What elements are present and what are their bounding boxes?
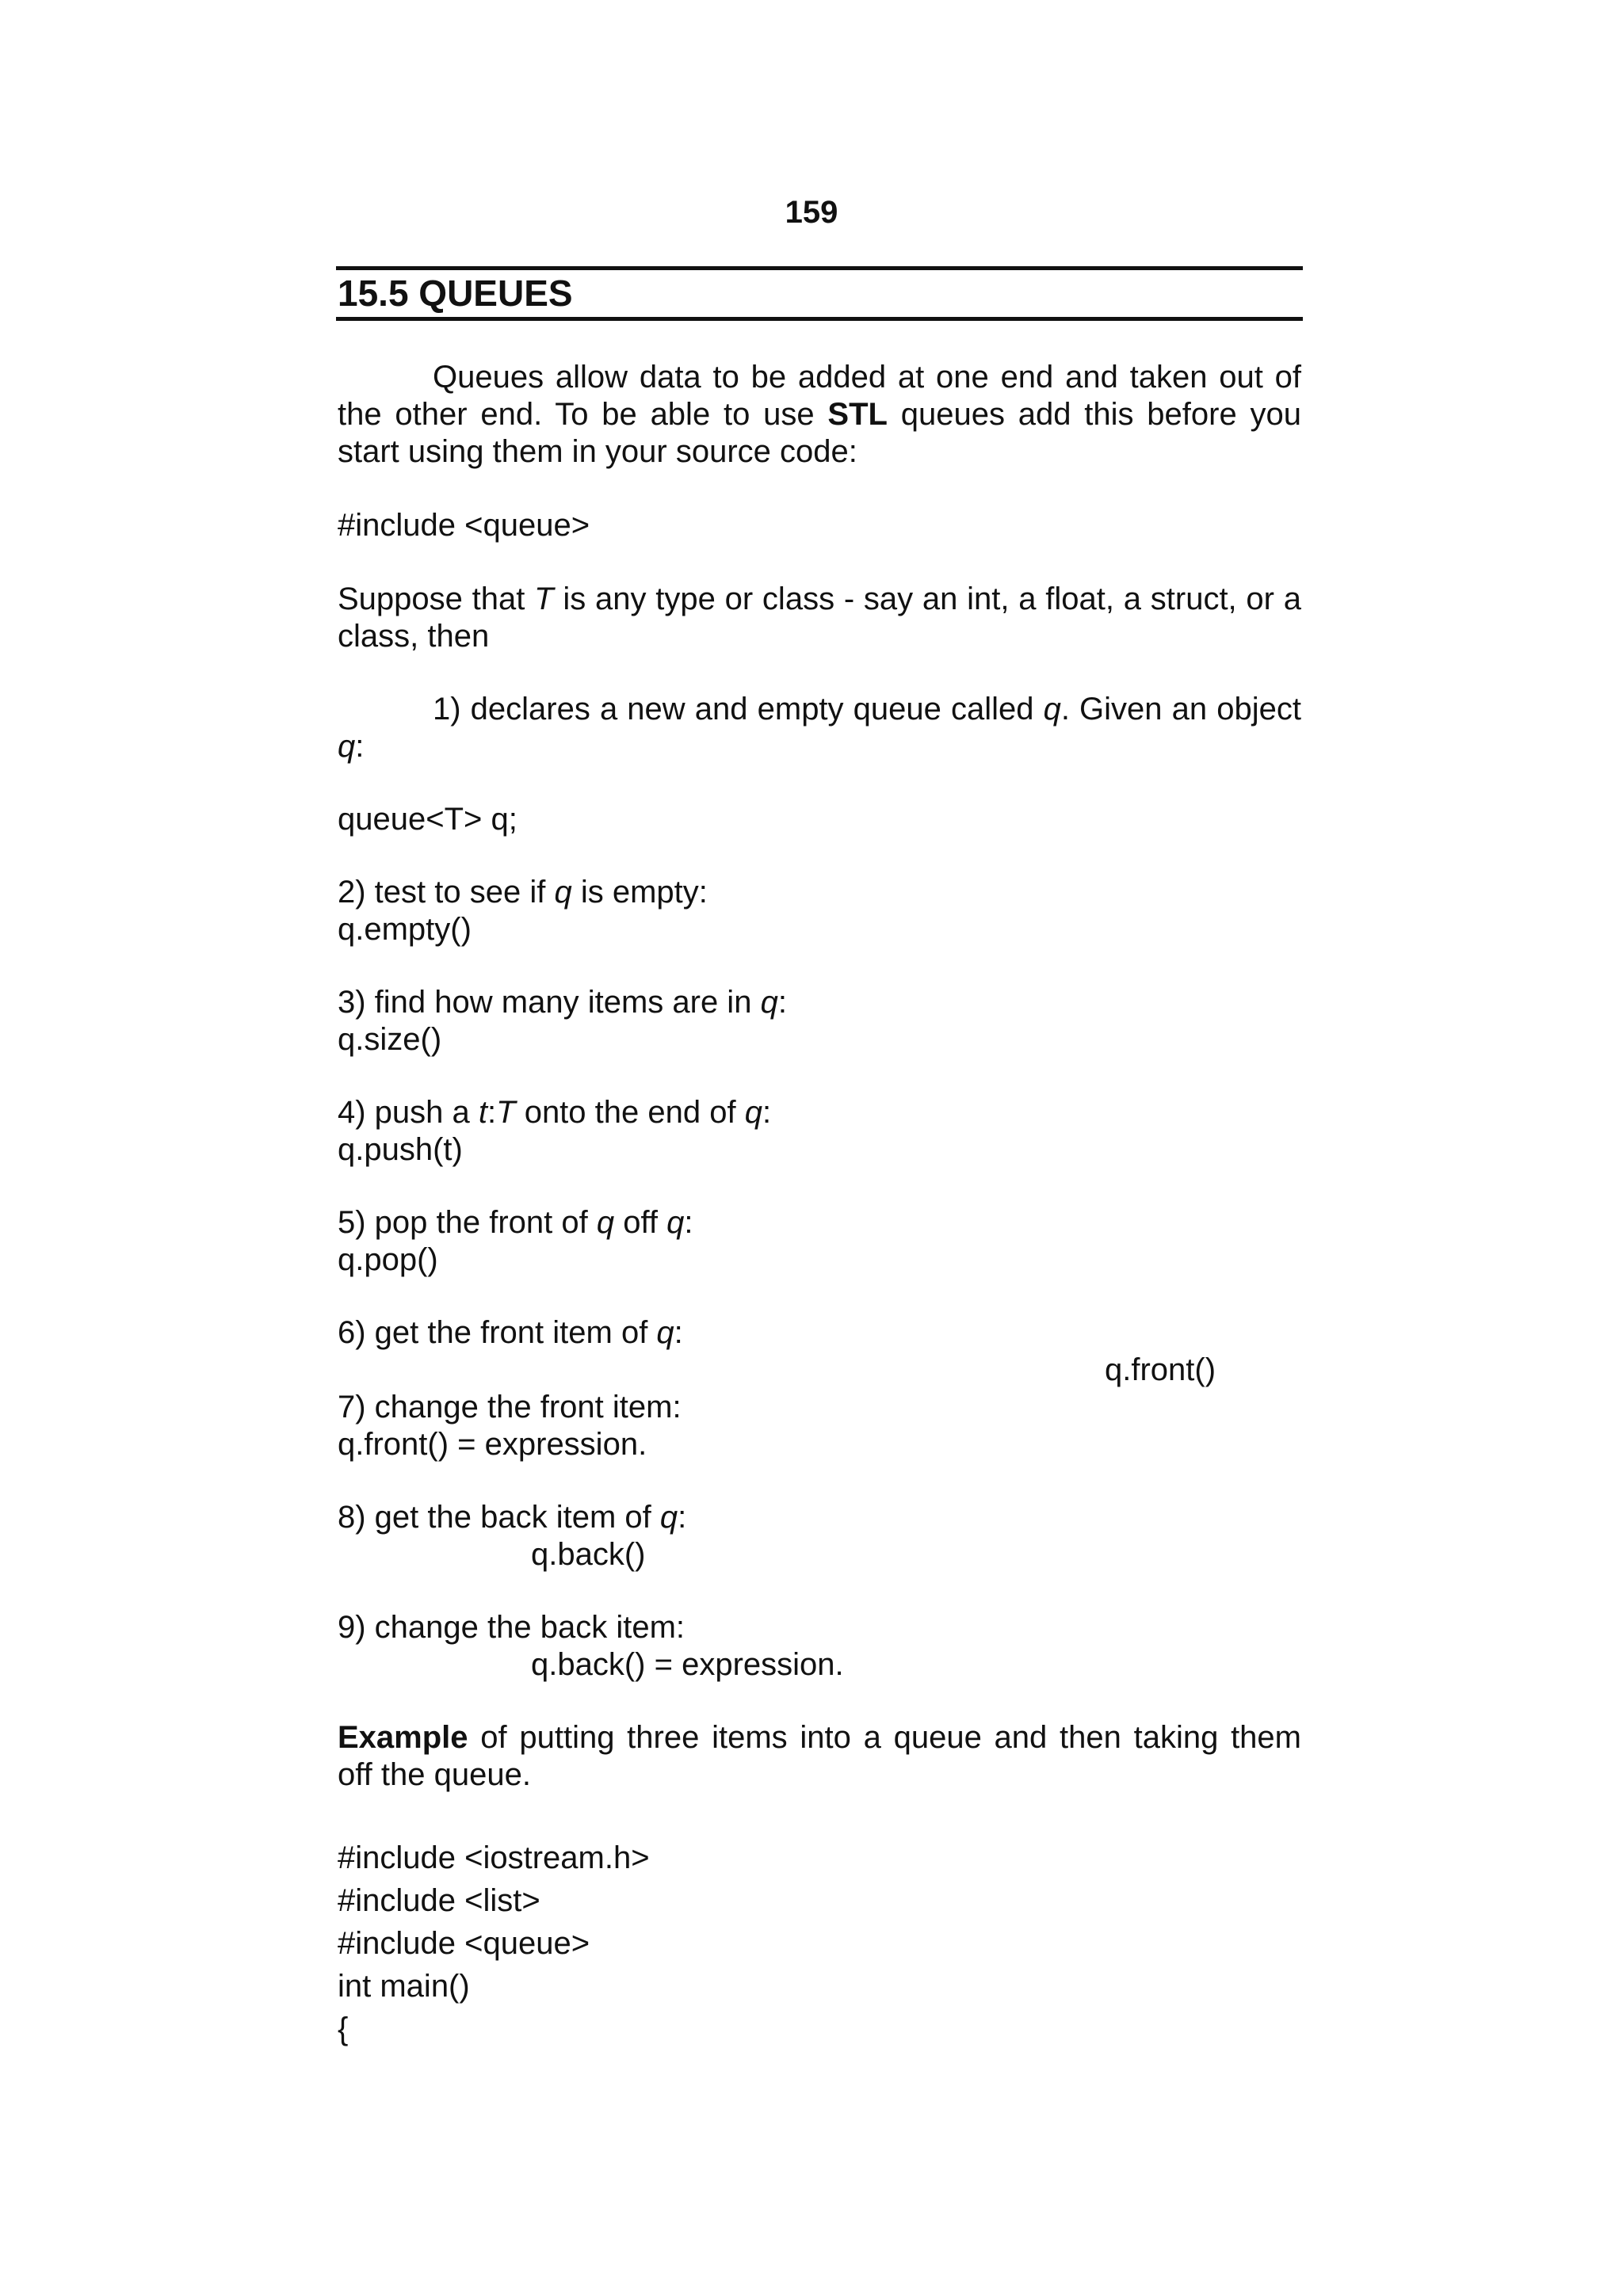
item-1-text-2: . Given an object	[1060, 692, 1301, 727]
item-5-code: q.pop()	[338, 1242, 438, 1277]
suppose-paragraph	[338, 581, 1301, 655]
example-term: Example	[338, 1720, 468, 1755]
item-2-code: q.empty()	[338, 912, 472, 947]
item-6-q: q	[656, 1315, 674, 1350]
item-4-T: T	[496, 1095, 516, 1130]
item-2-q: q	[554, 875, 572, 910]
section-title: 15.5 QUEUES	[338, 273, 573, 314]
include-queue-line: #include <queue>	[338, 508, 590, 543]
item-3-code: q.size()	[338, 1022, 442, 1057]
stl-term: STL	[827, 397, 888, 432]
item-9-label: 9) change the back item:	[338, 1610, 685, 1645]
intro-text-1: Queues allow data to be added at one end and taken out of the other end. To be able to use	[338, 360, 1301, 432]
header-rule-bottom	[336, 317, 1303, 321]
item-6-label: 6) get the front item of q:	[338, 1315, 683, 1350]
item-7-label: 7) change the front item:	[338, 1390, 682, 1425]
code-listing	[338, 1836, 650, 2050]
intro-text-2: queues add this before you start using them in your source code:	[338, 397, 1301, 469]
item-5-label: 5) pop the front of q off q:	[338, 1205, 693, 1240]
item-4-label: 4) push a t:T onto the end of q:	[338, 1095, 772, 1130]
item-3-q: q	[760, 985, 778, 1020]
item-3-label: 3) find how many items are in q:	[338, 985, 787, 1020]
code-line: #include <list>	[338, 1883, 540, 1918]
code-line: #include <iostream.h>	[338, 1840, 650, 1875]
suppose-text-1: Suppose that	[338, 582, 535, 616]
item-8-code: q.back()	[531, 1537, 646, 1572]
item-2-label: 2) test to see if q is empty:	[338, 875, 708, 910]
header-rule-top	[336, 266, 1303, 270]
item-7-code: q.front() = expression.	[338, 1427, 647, 1462]
code-line: #include <queue>	[338, 1926, 590, 1961]
item-9-code: q.back() = expression.	[531, 1647, 844, 1682]
intro-paragraph	[338, 359, 1301, 471]
code-line: int main()	[338, 1969, 470, 2004]
item-5-q: q	[596, 1205, 615, 1240]
item-1-q2: q	[338, 729, 356, 764]
item-4-q: q	[744, 1095, 762, 1130]
item-1-text-1: 1) declares a new and empty queue called	[433, 692, 1044, 727]
item-5-q2: q	[666, 1205, 685, 1240]
item-1-q: q	[1043, 692, 1061, 727]
item-8-q: q	[659, 1500, 678, 1535]
code-line: {	[338, 2012, 349, 2046]
item-1-paragraph	[338, 691, 1301, 765]
item-4-t: t	[478, 1095, 488, 1130]
type-T: T	[534, 582, 554, 616]
item-6-code: q.front()	[1105, 1352, 1216, 1387]
item-1-text-3: :	[355, 729, 365, 764]
item-8-label: 8) get the back item of q:	[338, 1500, 687, 1535]
suppose-text-2: is any type or class - say an int, a float, a struct, or a class, then	[338, 582, 1302, 654]
example-paragraph	[338, 1719, 1301, 1794]
queue-declaration: queue<T> q;	[338, 802, 517, 837]
example-text: of putting three items into a queue and then taking them off the queue.	[338, 1720, 1301, 1792]
item-4-code: q.push(t)	[338, 1132, 463, 1167]
page-number: 159	[785, 195, 838, 230]
